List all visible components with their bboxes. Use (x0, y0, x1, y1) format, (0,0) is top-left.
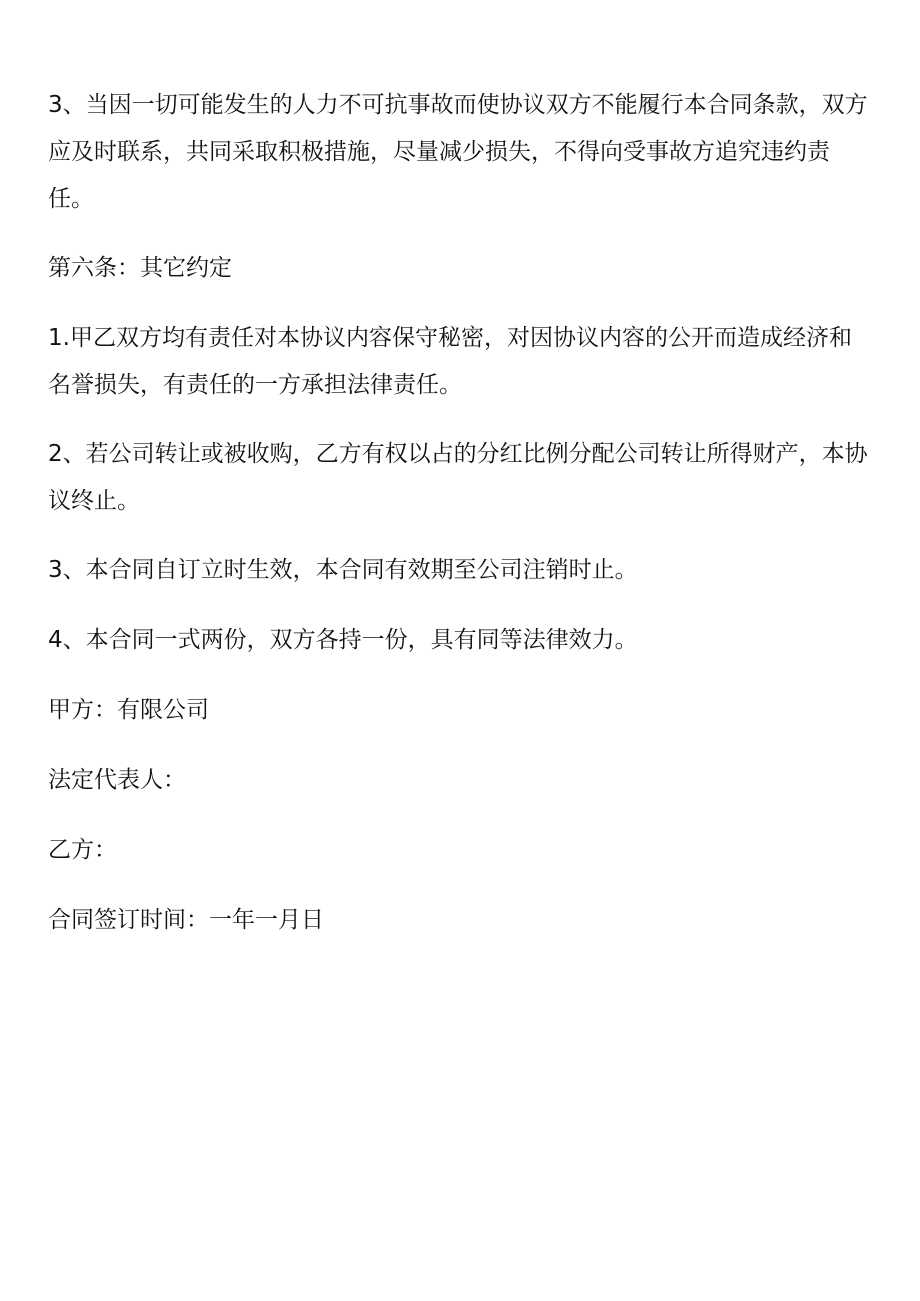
party-a-line: 甲方：有限公司 (48, 697, 209, 723)
clause-confidentiality: 1.甲乙双方均有责任对本协议内容保守秘密，对因协议内容的公开而造成经济和名誉损失，有责任的一方承担法律责任。 (48, 325, 852, 398)
legal-representative-line: 法定代表人： (48, 767, 186, 793)
clause-transfer: 2、若公司转让或被收购，乙方有权以占的分红比例分配公司转让所得财产，本协议终止。 (48, 441, 868, 514)
clause-effective-date: 3、本合同自订立时生效，本合同有效期至公司注销时止。 (48, 557, 638, 583)
article-six-heading: 第六条：其它约定 (48, 255, 232, 281)
party-b-line: 乙方： (48, 837, 117, 863)
clause-force-majeure: 3、当因一切可能发生的人力不可抗事故而使协议双方不能履行本合同条款，双方应及时联系，共同采取积极措施，尽量减少损失，不得向受事故方追究违约责任。 (48, 92, 868, 212)
signing-date-line: 合同签订时间：一年一月日 (48, 907, 324, 933)
clause-copies: 4、本合同一式两份，双方各持一份，具有同等法律效力。 (48, 627, 638, 653)
